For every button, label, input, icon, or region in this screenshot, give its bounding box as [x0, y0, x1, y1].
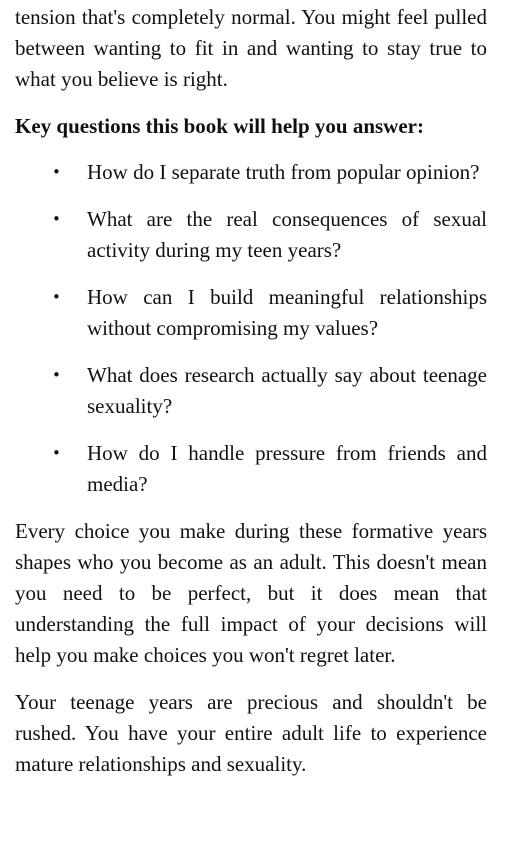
- question-text: What does research actually say about teenage sexuality?: [87, 363, 487, 418]
- bullet-icon: •: [52, 288, 61, 306]
- choices-paragraph: Every choice you make during these formative years shapes who you become as an adult. This doesn't mean you need to be perfect, but it does mean that understanding the full impact of your decisions will help you make choices you won't regret later.: [15, 519, 487, 667]
- question-text: How can I build meaningful relationships without compromising my values?: [87, 285, 487, 340]
- question-text: What are the real consequences of sexual activity during my teen years?: [87, 207, 487, 262]
- list-item: [15, 204, 487, 266]
- bullet-icon: •: [52, 163, 61, 181]
- list-item: [15, 438, 487, 500]
- bullet-icon: •: [52, 444, 61, 462]
- bullet-icon: •: [52, 210, 61, 228]
- intro-paragraph: tension that's completely normal. You might feel pulled between wanting to fit in and wanting to stay true to what you believe is right.: [15, 5, 487, 91]
- questions-heading: Key questions this book will help you answer:: [15, 114, 424, 138]
- list-item: [15, 282, 487, 344]
- question-text: How do I handle pressure from friends and media?: [87, 441, 487, 496]
- bullet-icon: •: [52, 366, 61, 384]
- closing-paragraph: Your teenage years are precious and shouldn't be rushed. You have your entire adult life to experience mature relationships and sexuality.: [15, 690, 487, 776]
- list-item: [15, 360, 487, 422]
- list-item: [15, 157, 487, 188]
- questions-list: [15, 157, 487, 500]
- document-page: [15, 0, 487, 780]
- question-text: How do I separate truth from popular opinion?: [87, 160, 480, 184]
